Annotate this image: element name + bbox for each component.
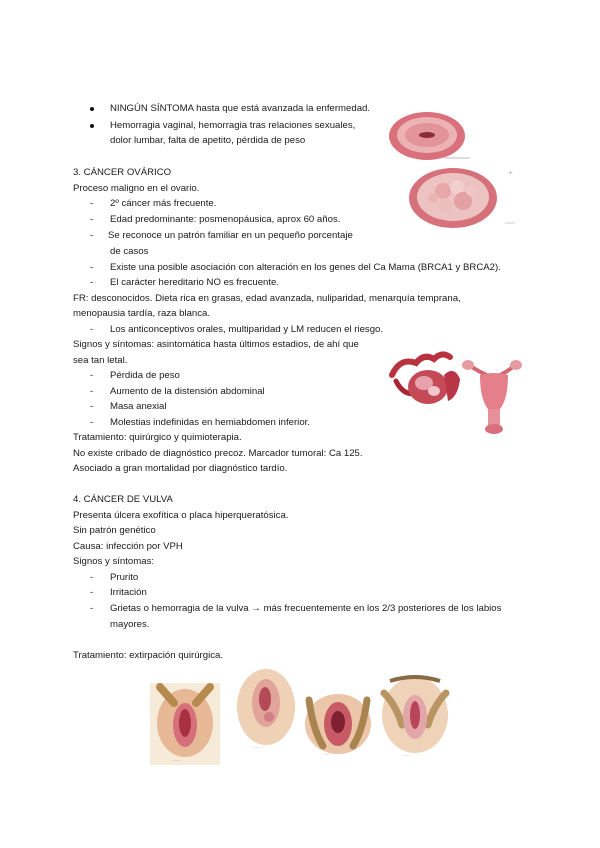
list-item: Irritación — [110, 587, 147, 598]
list-item: Edad predominante: posmenopáusica, aprox 60 años. — [110, 214, 341, 225]
svg-text:······: ······ — [402, 753, 410, 758]
tratamiento-line: Tratamiento: quirúrgico y quimioterapia. — [73, 432, 242, 443]
list-item: Aumento de la distensión abdominal — [110, 386, 265, 397]
cervix-tumor-illustration — [405, 165, 520, 230]
dash: - — [90, 587, 94, 598]
dash: - — [90, 417, 94, 428]
list-item-cont: de casos — [110, 246, 149, 257]
vulva-line: Causa: infección por VPH — [73, 541, 183, 552]
cribado-line: No existe cribado de diagnóstico precoz. Marcador tumoral: Ca 125. — [73, 448, 363, 459]
list-item: Existe una posible asociación con alteración en los genes del Ca Mama (BRCA1 y BRCA2). — [110, 262, 501, 273]
svg-text:·······: ······· — [172, 758, 182, 763]
vulva-tratamiento: Tratamiento: extirpación quirúrgica. — [73, 650, 224, 661]
dash: - — [90, 603, 94, 614]
list-item: Pérdida de peso — [110, 370, 180, 381]
list-item: Masa anexial — [110, 401, 167, 412]
vulva-line: Sin patrón genético — [73, 525, 156, 536]
ovarian-tumor-illustration — [388, 345, 530, 440]
vulva-illustration-4 — [380, 675, 450, 760]
signs-line: sea tan letal. — [73, 355, 128, 366]
bullet-dot — [90, 124, 94, 128]
dash: - — [90, 262, 94, 273]
vulva-illustration-1 — [150, 683, 220, 765]
section-heading-ovario: 3. CÁNCER OVÁRICO — [73, 167, 172, 178]
dash: - — [90, 198, 94, 209]
bullet-text: NINGÚN SÍNTOMA hasta que está avanzada la enfermedad. — [110, 103, 371, 114]
dash: - — [90, 277, 94, 288]
dash: - — [90, 401, 94, 412]
list-item: Grietas o hemorragia de la vulva → más frecuentemente en los 2/3 posteriores de los labios — [110, 603, 502, 614]
vulva-illustration-2 — [235, 667, 297, 751]
dash: - — [90, 370, 94, 381]
dash: - — [90, 230, 94, 241]
list-item: Molestias indefinidas en hemiabdomen inferior. — [110, 417, 310, 428]
svg-text:+: + — [509, 171, 513, 177]
list-item: Prurito — [110, 572, 139, 583]
fr-line: FR: desconocidos. Dieta rica en grasas, edad avanzada, nuliparidad, menarquía temprana, — [73, 293, 461, 304]
svg-text:······: ······ — [253, 745, 261, 750]
fr-line: menopausia tardía, raza blanca. — [73, 308, 211, 319]
section-heading-vulva: 4. CÁNCER DE VULVA — [73, 494, 173, 505]
list-item-cont: mayores. — [110, 619, 150, 630]
dash: - — [90, 572, 94, 583]
vulva-signs: Signos y síntomas: — [73, 556, 155, 567]
dash: - — [90, 214, 94, 225]
vulva-illustration-3 — [303, 690, 373, 758]
list-item: Se reconoce un patrón familiar en un pequeño porcentaje — [108, 230, 353, 241]
bullet-text-cont: dolor lumbar, falta de apetito, pérdida de peso — [110, 135, 306, 146]
dash: - — [90, 386, 94, 397]
vulva-line: Presenta úlcera exofítica o placa hiperqueratósica. — [73, 510, 289, 521]
signs-line: Signos y síntomas: asintomática hasta últimos estadios, de ahí que — [73, 339, 359, 350]
list-item: 2º cáncer más frecuente. — [110, 198, 217, 209]
dash: - — [90, 324, 94, 335]
cervix-illustration — [385, 108, 475, 163]
svg-text:······: ······ — [323, 752, 331, 757]
list-item: El carácter hereditario NO es frecuente. — [110, 277, 280, 288]
ovario-intro: Proceso maligno en el ovario. — [73, 183, 200, 194]
mortalidad-line: Asociado a gran mortalidad por diagnóstico tardío. — [73, 463, 288, 474]
list-item: Los anticonceptivos orales, multiparidad y LM reducen el riesgo. — [110, 324, 384, 335]
bullet-text: Hemorragia vaginal, hemorragia tras relaciones sexuales, — [110, 120, 356, 131]
bullet-dot — [90, 107, 94, 111]
